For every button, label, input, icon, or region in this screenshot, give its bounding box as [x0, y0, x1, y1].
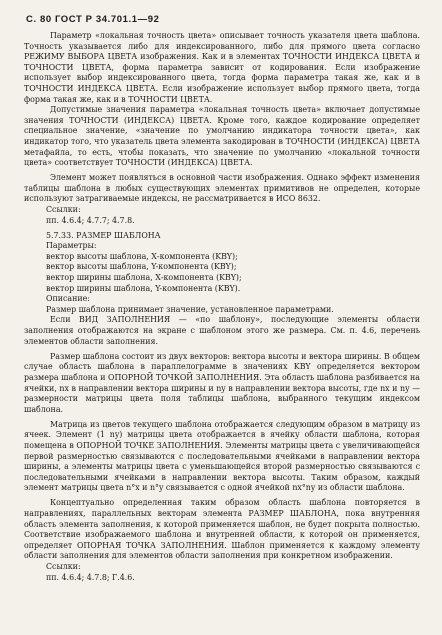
references-label: Ссылки: [46, 562, 81, 571]
paragraph: Матрица из цветов текущего шаблона отображается следующим образом в матрицу из ячеек. Элемент (1 ny) матрицы цвета отображается в ячейку области шаблона, которая помещена в ОПОРНОЙ ТОЧКЕ ЗАПОЛНЕНИЯ. Элементы матрицы цвета с увеличивающейся первой размерностью связываются с последовательными ячейками в направлении вектора ширины, а элементы матрицы цвета с уменьшающейся второй размерностью связываются с последовательными ячейками в направлении вектора высоты. Таким образом, каждый элемент матрицы цвета n°x и n°y связывается с одной ячейкой nx°ny из области шаблона. [24, 419, 420, 493]
paragraph: Размер шаблона состоит из двух векторов: вектора высоты и вектора ширины. В общем случае область шаблона в параллелограмме в значениях KBY определяется вектором размера шаблона и ОПОРНОЙ ТОЧКОЙ ЗАПОЛНЕНИЯ. Эта область шаблона разбивается на ячейки, nx в направлении вектора ширины и ny в направлении вектора высоты, где nx и ny — размерности матрицы цвета поля таблицы шаблона, выбранного текущим индексом шаблона. [24, 351, 420, 414]
document-body [24, 31, 420, 583]
paragraph: Концептуально определенная таким образом область шаблона повторяется в направлениях, параллельных векторам элемента РАЗМЕР ШАБЛОНА, пока внутренняя область элемента заполнения, к которой применяется шаблон, не будет покрыта полностью. Соответствие изображаемого шаблона и внутренней области, к которой он применяется, определяет ОПОРНАЯ ТОЧКА ЗАПОЛНЕНИЯ. Шаблон применяется к каждому элементу области заполнения для элементов области заполнения при конкретном изображении. [24, 498, 420, 561]
page-header: С. 80 ГОСТ Р 34.701.1—92 [26, 14, 160, 25]
parameter-item: вектор высоты шаблона, Y-компонента (KBY); [46, 262, 237, 272]
paragraph: Элемент может появляться в основной части изображения. Однако эффект изменения таблицы шаблона в любых существующих элементах примитивов не определен, которые используют затрагиваемые индексы, не рассматривается в ИСО 8632. [24, 173, 420, 204]
parameter-item: вектор высоты шаблона, Х-компонента (KBY); [46, 251, 238, 261]
paragraph: Допустимые значения параметра «локальная точность цвета» включает допустимые значения ТОЧНОСТИ (ИНДЕКСА) ЦВЕТА. Кроме того, каждое кодирование определяет специальное значение, «значение по умолчанию индикатора точности цвета», как индикатор того, что указатель цвета элемента закодирован в ТОЧНОСТИ (ИНДЕКСА) ЦВЕТА метафайла, то есть, чтобы показать, что значение по умолчанию «локальной точности цвета» соответствует ТОЧНОСТИ (ИНДЕКСА) ЦВЕТА. [24, 105, 420, 168]
description-label: Описание: [46, 294, 90, 304]
parameter-item: вектор ширины шаблона, Y-компонента (KBY). [46, 283, 241, 293]
references-label: Ссылки: [46, 205, 81, 214]
parameter-item: вектор ширины шаблона, Х-компонента (KBY); [46, 273, 242, 283]
paragraph: Параметр «локальная точность цвета» описывает точность указателя цвета шаблона. Точность указывается либо для индексированного, либо для прямого цвета согласно РЕЖИМУ ВЫБОРА ЦВЕТА изображения. Как и в элементах ТОЧНОСТИ ИНДЕКСА ЦВЕТА и ТОЧНОСТИ ЦВЕТА, форма параметра зависит от кодирования. Если изображение использует выбор индексированного цвета, тогда форма параметра такая же, как и в ТОЧНОСТИ ИНДЕКСА ЦВЕТА. Если изображение использует выбор прямого цвета, тогда форма такая же, как и в ТОЧНОСТИ ЦВЕТА. [24, 31, 420, 104]
paragraph: Если ВИД ЗАПОЛНЕНИЯ — «по шаблону», последующие элементы области заполнения отображаются на экране с шаблоном этого же размера. См. п. 4.6, перечень элементов области заполнения. [24, 315, 420, 346]
section-heading: 5.7.33. РАЗМЕР ШАБЛОНА [46, 230, 161, 240]
references: пп. 4.6.4; 4.7.8; Г.4.6. [46, 572, 135, 582]
references: пп. 4.6.4; 4.7.7; 4.7.8. [46, 215, 135, 225]
parameters-label: Параметры: [46, 241, 97, 251]
paragraph: Размер шаблона принимает значение, установленное параметрами. [46, 304, 334, 314]
